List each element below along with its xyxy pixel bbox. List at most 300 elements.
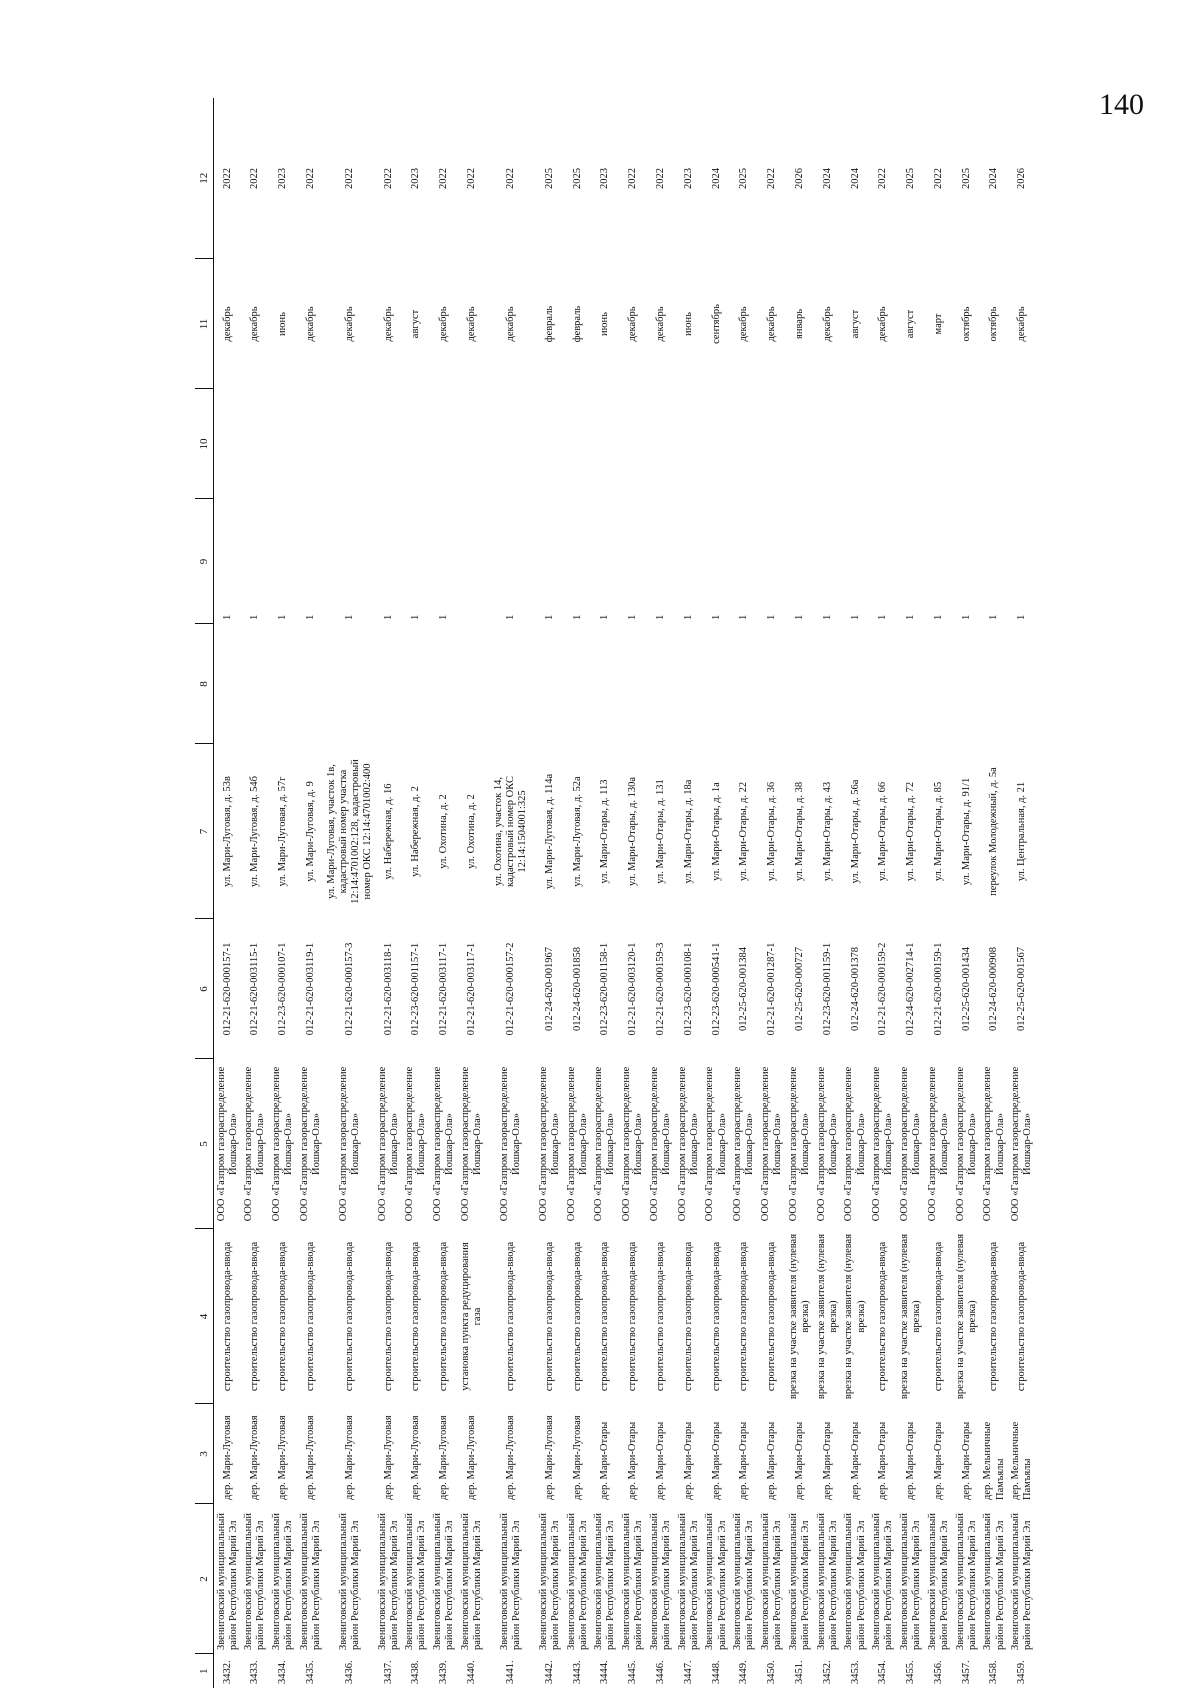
district-cell: Звениговский муниципальный район Республики Марий Эл	[404, 1513, 428, 1650]
empty-cell	[591, 624, 619, 744]
row-number: 3439.	[438, 1660, 450, 1684]
address-cell: переулок Молодежный, д. 5а	[988, 767, 1000, 896]
address-cell: ул. Мари-Луговая, участок 1в, кадастровый номер участка 12:14:4701002:128, кадастровый номер ОКС 12:14:4701002:400	[325, 759, 373, 904]
year-cell: 2024	[710, 168, 722, 189]
year-cell: 2026	[793, 168, 805, 189]
row-number: 3458.	[988, 1660, 1000, 1684]
locality-cell: дер. Мари-Луговая	[221, 1415, 233, 1500]
year-cell: 2022	[249, 168, 261, 189]
month-cell: июнь	[276, 312, 288, 336]
owner-cell: ООО «Газпром газораспределение Йошкар-Ола»	[982, 1066, 1006, 1222]
month-cell: март	[932, 313, 944, 335]
empty-cell	[536, 624, 564, 744]
code-cell: 012-25-620-001567	[1016, 947, 1028, 1031]
work-type-cell: врезка на участке заявителя (нулевая врезка)	[787, 1233, 811, 1400]
year-cell: 2022	[932, 168, 944, 189]
page-number: 140	[1099, 88, 1144, 121]
empty-cell	[402, 624, 430, 744]
table-row	[675, 98, 703, 1688]
owner-cell: ООО «Газпром газораспределение Йошкар-Ола»	[298, 1066, 322, 1222]
address-cell: ул. Мари-Луговая, д. 9	[304, 781, 316, 882]
empty-cell	[430, 624, 458, 744]
table-row	[814, 98, 842, 1688]
work-type-cell: врезка на участке заявителя (нулевая врезка)	[843, 1233, 867, 1400]
address-cell: ул. Охотина, д. 2	[438, 794, 450, 869]
district-cell: Звениговский муниципальный район Республики Марий Эл	[270, 1513, 294, 1650]
empty-cell	[214, 624, 242, 744]
address-cell: ул. Мари-Отары, д. 130а	[627, 776, 639, 887]
locality-cell: дер. Мари-Отары	[682, 1421, 694, 1500]
owner-cell: ООО «Газпром газораспределение Йошкар-Ола»	[926, 1066, 950, 1222]
work-type-cell: строительство газопровода-ввода	[682, 1241, 694, 1392]
work-type-cell: строительство газопровода-ввода	[710, 1241, 722, 1392]
locality-cell: дер. Мари-Отары	[654, 1421, 666, 1500]
table-row	[458, 98, 486, 1688]
locality-cell: дер. Мари-Отары	[849, 1421, 861, 1500]
table-row	[325, 98, 375, 1688]
locality-cell: дер. Мельничные Памъялы	[982, 1421, 1006, 1500]
row-number: 3435.	[304, 1660, 316, 1684]
table-row	[703, 98, 731, 1688]
count-cell: 1	[988, 614, 1000, 620]
address-cell: ул. Мари-Луговая, д. 52а	[571, 776, 583, 887]
count-cell: 1	[766, 614, 778, 620]
address-cell: ул. Мари-Отары, д. 66	[877, 781, 889, 882]
month-cell: июнь	[599, 312, 611, 336]
district-cell: Звениговский муниципальный район Республики Марий Эл	[565, 1513, 589, 1650]
count-cell: 1	[877, 614, 889, 620]
work-type-cell: строительство газопровода-ввода	[438, 1241, 450, 1392]
empty-cell	[814, 389, 842, 499]
district-cell: Звениговский муниципальный район Республики Марий Эл	[871, 1513, 895, 1650]
table-row	[981, 98, 1009, 1688]
month-cell: октябрь	[988, 306, 1000, 342]
month-cell: сентябрь	[710, 304, 722, 344]
address-cell: ул. Мари-Отары, д. 85	[932, 781, 944, 882]
empty-cell	[758, 624, 786, 744]
code-cell: 012-21-620-001287-1	[766, 942, 778, 1036]
count-cell: 1	[343, 614, 355, 620]
address-cell: ул. Охотина, д. 2	[465, 794, 477, 869]
year-cell: 2022	[304, 168, 316, 189]
column-header: 10	[195, 389, 214, 499]
year-cell: 2022	[877, 168, 889, 189]
empty-cell	[241, 624, 269, 744]
row-number: 3442.	[543, 1660, 555, 1684]
address-cell: ул. Мари-Отары, д. 22	[738, 781, 750, 882]
code-cell: 012-25-620-001384	[738, 947, 750, 1031]
empty-cell	[869, 624, 897, 744]
work-type-cell: врезка на участке заявителя (нулевая врезка)	[815, 1233, 839, 1400]
locality-cell: дер. Мари-Луговая	[249, 1415, 261, 1500]
empty-cell	[486, 624, 536, 744]
row-number: 3459.	[1016, 1660, 1028, 1684]
count-cell: 1	[382, 614, 394, 620]
address-cell: ул. Мари-Отары, д. 91/1	[960, 777, 972, 886]
empty-cell	[564, 389, 592, 499]
address-cell: ул. Мари-Луговая, д. 57г	[276, 776, 288, 887]
owner-cell: ООО «Газпром газораспределение Йошкар-Ола»	[498, 1066, 522, 1222]
year-cell: 2025	[905, 168, 917, 189]
month-cell: декабрь	[738, 306, 750, 342]
work-type-cell: строительство газопровода-ввода	[304, 1241, 316, 1392]
count-cell: 1	[710, 614, 722, 620]
owner-cell: ООО «Газпром газораспределение Йошкар-Ола»	[404, 1066, 428, 1222]
code-cell: 012-23-620-000107-1	[276, 942, 288, 1036]
month-cell: декабрь	[654, 306, 666, 342]
count-cell: 1	[849, 614, 861, 620]
empty-cell	[647, 389, 675, 499]
year-cell: 2025	[543, 168, 555, 189]
table-row	[269, 98, 297, 1688]
locality-cell: дер. Мари-Луговая	[276, 1415, 288, 1500]
month-cell: декабрь	[304, 306, 316, 342]
district-cell: Звениговский муниципальный район Республики Марий Эл	[843, 1513, 867, 1650]
count-cell: 1	[654, 614, 666, 620]
locality-cell: дер. Мари-Отары	[932, 1421, 944, 1500]
month-cell: декабрь	[249, 306, 261, 342]
month-cell: декабрь	[627, 306, 639, 342]
column-header: 12	[195, 98, 214, 259]
code-cell: 012-23-620-001158-1	[599, 942, 611, 1036]
owner-cell: ООО «Газпром газораспределение Йошкар-Ола»	[376, 1066, 400, 1222]
table-row	[375, 98, 403, 1688]
month-cell: декабрь	[343, 306, 355, 342]
work-type-cell: строительство газопровода-ввода	[410, 1241, 422, 1392]
row-number: 3443.	[571, 1660, 583, 1684]
year-cell: 2022	[343, 168, 355, 189]
address-cell: ул. Мари-Отары, д. 36	[766, 781, 778, 882]
owner-cell: ООО «Газпром газораспределение Йошкар-Ола»	[432, 1066, 456, 1222]
month-cell: декабрь	[504, 306, 516, 342]
empty-cell	[297, 389, 325, 499]
row-number: 3455.	[905, 1660, 917, 1684]
count-cell: 1	[249, 614, 261, 620]
empty-cell	[981, 624, 1009, 744]
year-cell: 2022	[504, 168, 516, 189]
locality-cell: дер. Мари-Отары	[738, 1421, 750, 1500]
work-type-cell: строительство газопровода-ввода	[738, 1241, 750, 1392]
work-type-cell: строительство газопровода-ввода	[504, 1241, 516, 1392]
address-cell: ул. Мари-Отары, д. 18а	[682, 779, 694, 884]
empty-cell	[730, 389, 758, 499]
month-cell: декабрь	[877, 306, 889, 342]
work-type-cell: строительство газопровода-ввода	[276, 1241, 288, 1392]
empty-cell	[953, 624, 981, 744]
month-cell: февраль	[571, 305, 583, 343]
row-number: 3444.	[599, 1660, 611, 1684]
owner-cell: ООО «Газпром газораспределение Йошкар-Ола»	[243, 1066, 267, 1222]
table-row	[897, 98, 925, 1688]
owner-cell: ООО «Газпром газораспределение Йошкар-Ола»	[565, 1066, 589, 1222]
district-cell: Звениговский муниципальный район Республики Марий Эл	[732, 1513, 756, 1650]
empty-cell	[619, 624, 647, 744]
owner-cell: ООО «Газпром газораспределение Йошкар-Ола»	[954, 1066, 978, 1222]
row-number: 3438.	[410, 1660, 422, 1684]
locality-cell: дер. Мари-Отары	[821, 1421, 833, 1500]
row-number: 3454.	[877, 1660, 889, 1684]
address-cell: ул. Мари-Отары, д. 56а	[849, 779, 861, 884]
owner-cell: ООО «Газпром газораспределение Йошкар-Ола»	[676, 1066, 700, 1222]
empty-cell	[703, 389, 731, 499]
work-type-cell: строительство газопровода-ввода	[877, 1241, 889, 1392]
month-cell: декабрь	[821, 306, 833, 342]
owner-cell: ООО «Газпром газораспределение Йошкар-Ола»	[1010, 1066, 1034, 1222]
year-cell: 2024	[988, 168, 1000, 189]
table-row	[241, 98, 269, 1688]
owner-cell: ООО «Газпром газораспределение Йошкар-Ола»	[732, 1066, 756, 1222]
column-header: 11	[195, 259, 214, 389]
count-cell: 1	[410, 614, 422, 620]
work-type-cell: строительство газопровода-ввода	[654, 1241, 666, 1392]
table-row	[925, 98, 953, 1688]
code-cell: 012-24-620-001858	[571, 947, 583, 1031]
code-cell: 012-24-620-000908	[988, 947, 1000, 1031]
district-cell: Звениговский муниципальный район Республики Марий Эл	[337, 1513, 361, 1650]
locality-cell: дер. Мари-Луговая	[343, 1415, 355, 1500]
empty-cell	[430, 389, 458, 499]
empty-cell	[375, 624, 403, 744]
empty-cell	[675, 389, 703, 499]
count-cell: 1	[1016, 614, 1028, 620]
work-type-cell: строительство газопровода-ввода	[599, 1241, 611, 1392]
count-cell: 1	[571, 614, 583, 620]
month-cell: декабрь	[465, 306, 477, 342]
month-cell: октябрь	[960, 306, 972, 342]
table-row	[430, 98, 458, 1688]
count-cell: 1	[793, 614, 805, 620]
row-number: 3446.	[654, 1660, 666, 1684]
empty-cell	[402, 389, 430, 499]
row-number: 3433.	[249, 1660, 261, 1684]
year-cell: 2025	[960, 168, 972, 189]
table-row	[730, 98, 758, 1688]
district-cell: Звениговский муниципальный район Республики Марий Эл	[899, 1513, 923, 1650]
table-row	[647, 98, 675, 1688]
month-cell: декабрь	[438, 306, 450, 342]
table-row	[591, 98, 619, 1688]
count-cell: 1	[221, 614, 233, 620]
rotated-table-container	[195, 98, 1045, 1688]
code-cell: 012-23-620-001157-1	[410, 942, 422, 1036]
locality-cell: дер. Мари-Отары	[766, 1421, 778, 1500]
table-row	[786, 98, 814, 1688]
column-header: 7	[195, 744, 214, 919]
locality-cell: дер. Мельничные Памъялы	[1010, 1421, 1034, 1500]
district-cell: Звениговский муниципальный район Республики Марий Эл	[498, 1513, 522, 1650]
code-cell: 012-21-620-000157-1	[221, 942, 233, 1036]
empty-cell	[703, 624, 731, 744]
count-cell: 1	[738, 614, 750, 620]
code-cell: 012-24-620-001967	[543, 947, 555, 1031]
row-number: 3440.	[465, 1660, 477, 1684]
locality-cell: дер. Мари-Отары	[710, 1421, 722, 1500]
month-cell: январь	[793, 309, 805, 339]
address-cell: ул. Мари-Луговая, д. 114а	[543, 773, 555, 890]
address-cell: ул. Мари-Отары, д. 43	[821, 781, 833, 882]
district-cell: Звениговский муниципальный район Республики Марий Эл	[926, 1513, 950, 1650]
empty-cell	[647, 624, 675, 744]
code-cell: 012-21-620-000159-3	[654, 942, 666, 1036]
empty-cell	[375, 389, 403, 499]
work-type-cell: строительство газопровода-ввода	[932, 1241, 944, 1392]
district-cell: Звениговский муниципальный район Республики Марий Эл	[815, 1513, 839, 1650]
empty-cell	[458, 624, 486, 744]
district-cell: Звениговский муниципальный район Республики Марий Эл	[760, 1513, 784, 1650]
empty-cell	[325, 624, 375, 744]
empty-cell	[269, 389, 297, 499]
year-cell: 2022	[438, 168, 450, 189]
count-cell: 1	[504, 614, 516, 620]
year-cell: 2023	[599, 168, 611, 189]
locality-cell: дер. Мари-Луговая	[438, 1415, 450, 1500]
code-cell: 012-23-620-000108-1	[682, 942, 694, 1036]
empty-cell	[981, 389, 1009, 499]
locality-cell: дер. Мари-Луговая	[571, 1415, 583, 1500]
month-cell: февраль	[543, 305, 555, 343]
locality-cell: дер. Мари-Луговая	[382, 1415, 394, 1500]
address-cell: ул. Мари-Луговая, д. 54б	[249, 775, 261, 888]
header-row	[195, 98, 214, 1688]
column-header: 1	[195, 1654, 214, 1688]
empty-cell	[758, 389, 786, 499]
work-type-cell: строительство газопровода-ввода	[571, 1241, 583, 1392]
year-cell: 2022	[627, 168, 639, 189]
row-number: 3449.	[738, 1660, 750, 1684]
table-row	[619, 98, 647, 1688]
owner-cell: ООО «Газпром газораспределение Йошкар-Ола»	[871, 1066, 895, 1222]
row-number: 3445.	[627, 1660, 639, 1684]
column-header: 4	[195, 1229, 214, 1404]
code-cell: 012-21-620-000159-2	[877, 942, 889, 1036]
address-cell: ул. Мари-Отары, д. 113	[599, 779, 611, 884]
address-cell: ул. Мари-Отары, д. 38	[793, 781, 805, 882]
code-cell: 012-21-620-003119-1	[304, 942, 316, 1036]
row-number: 3450.	[766, 1660, 778, 1684]
owner-cell: ООО «Газпром газораспределение Йошкар-Ола»	[815, 1066, 839, 1222]
work-type-cell: строительство газопровода-ввода	[343, 1241, 355, 1392]
district-cell: Звениговский муниципальный район Республики Марий Эл	[459, 1513, 483, 1650]
district-cell: Звениговский муниципальный район Республики Марий Эл	[243, 1513, 267, 1650]
district-cell: Звениговский муниципальный район Республики Марий Эл	[215, 1513, 239, 1650]
empty-cell	[786, 624, 814, 744]
code-cell: 012-25-620-000727	[793, 947, 805, 1031]
data-table	[195, 98, 1036, 1688]
year-cell: 2026	[1016, 168, 1028, 189]
month-cell: декабрь	[1016, 306, 1028, 342]
count-cell: 1	[438, 614, 450, 620]
address-cell: ул. Мари-Отары, д. 1а	[710, 782, 722, 881]
column-header: 6	[195, 919, 214, 1059]
address-cell: ул. Набережная, д. 16	[382, 783, 394, 880]
empty-cell	[241, 389, 269, 499]
empty-cell	[869, 389, 897, 499]
address-cell: ул. Центральная, д. 21	[1016, 781, 1028, 882]
empty-cell	[730, 624, 758, 744]
code-cell: 012-21-620-003118-1	[382, 942, 394, 1036]
empty-cell	[536, 389, 564, 499]
district-cell: Звениговский муниципальный район Республики Марий Эл	[376, 1513, 400, 1650]
locality-cell: дер. Мари-Отары	[877, 1421, 889, 1500]
district-cell: Звениговский муниципальный район Республики Марий Эл	[982, 1513, 1006, 1650]
work-type-cell: строительство газопровода-ввода	[1016, 1241, 1028, 1392]
work-type-cell: врезка на участке заявителя (нулевая врезка)	[899, 1233, 923, 1400]
code-cell: 012-21-620-000157-3	[343, 942, 355, 1036]
address-cell: ул. Охотина, участок 14, кадастровый номер ОКС 12:14:1504001:325	[492, 776, 528, 887]
year-cell: 2025	[738, 168, 750, 189]
table-row	[214, 98, 242, 1688]
owner-cell: ООО «Газпром газораспределение Йошкар-Ола»	[621, 1066, 645, 1222]
empty-cell	[269, 624, 297, 744]
code-cell: 012-21-620-000159-1	[932, 942, 944, 1036]
year-cell: 2023	[682, 168, 694, 189]
work-type-cell: врезка на участке заявителя (нулевая врезка)	[954, 1233, 978, 1400]
work-type-cell: строительство газопровода-ввода	[221, 1241, 233, 1392]
owner-cell: ООО «Газпром газораспределение Йошкар-Ола»	[215, 1066, 239, 1222]
year-cell: 2024	[849, 168, 861, 189]
row-number: 3456.	[932, 1660, 944, 1684]
district-cell: Звениговский муниципальный район Республики Марий Эл	[1010, 1513, 1034, 1650]
district-cell: Звениговский муниципальный район Республики Марий Эл	[648, 1513, 672, 1650]
month-cell: август	[905, 309, 917, 339]
year-cell: 2023	[276, 168, 288, 189]
locality-cell: дер. Мари-Отары	[627, 1421, 639, 1500]
count-cell: 1	[304, 614, 316, 620]
work-type-cell: строительство газопровода-ввода	[382, 1241, 394, 1392]
year-cell: 2024	[821, 168, 833, 189]
work-type-cell: строительство газопровода-ввода	[988, 1241, 1000, 1392]
code-cell: 012-21-620-000157-2	[504, 942, 516, 1036]
code-cell: 012-21-620-003120-1	[627, 942, 639, 1036]
empty-cell	[786, 389, 814, 499]
code-cell: 012-21-620-003115-1	[249, 942, 261, 1036]
code-cell: 012-21-620-003117-1	[438, 942, 450, 1036]
locality-cell: дер. Мари-Отары	[960, 1421, 972, 1500]
work-type-cell: строительство газопровода-ввода	[249, 1241, 261, 1392]
count-cell: 1	[932, 614, 944, 620]
row-number: 3453.	[849, 1660, 861, 1684]
month-cell: август	[410, 309, 422, 339]
row-number: 3447.	[682, 1660, 694, 1684]
count-cell: 1	[599, 614, 611, 620]
empty-cell	[1008, 624, 1036, 744]
code-cell: 012-23-620-001159-1	[821, 942, 833, 1036]
month-cell: декабрь	[221, 306, 233, 342]
column-header: 5	[195, 1059, 214, 1229]
code-cell: 012-25-620-001434	[960, 947, 972, 1031]
locality-cell: дер. Мари-Луговая	[465, 1415, 477, 1500]
empty-cell	[953, 389, 981, 499]
address-cell: ул. Мари-Отары, д. 131	[654, 779, 666, 884]
table-row	[953, 98, 981, 1688]
table-row	[564, 98, 592, 1688]
empty-cell	[214, 389, 242, 499]
empty-cell	[842, 624, 870, 744]
empty-cell	[619, 389, 647, 499]
table-row	[402, 98, 430, 1688]
owner-cell: ООО «Газпром газораспределение Йошкар-Ола»	[843, 1066, 867, 1222]
empty-cell	[486, 389, 536, 499]
work-type-cell: установка пункта редуцирования газа	[459, 1242, 483, 1391]
year-cell: 2022	[654, 168, 666, 189]
address-cell: ул. Мари-Луговая, д. 53в	[221, 776, 233, 887]
address-cell: ул. Набережная, д. 2	[410, 786, 422, 877]
year-cell: 2022	[766, 168, 778, 189]
table-row	[842, 98, 870, 1688]
table-body	[214, 98, 1037, 1688]
table-row	[758, 98, 786, 1688]
owner-cell: ООО «Газпром газораспределение Йошкар-Ола»	[593, 1066, 617, 1222]
